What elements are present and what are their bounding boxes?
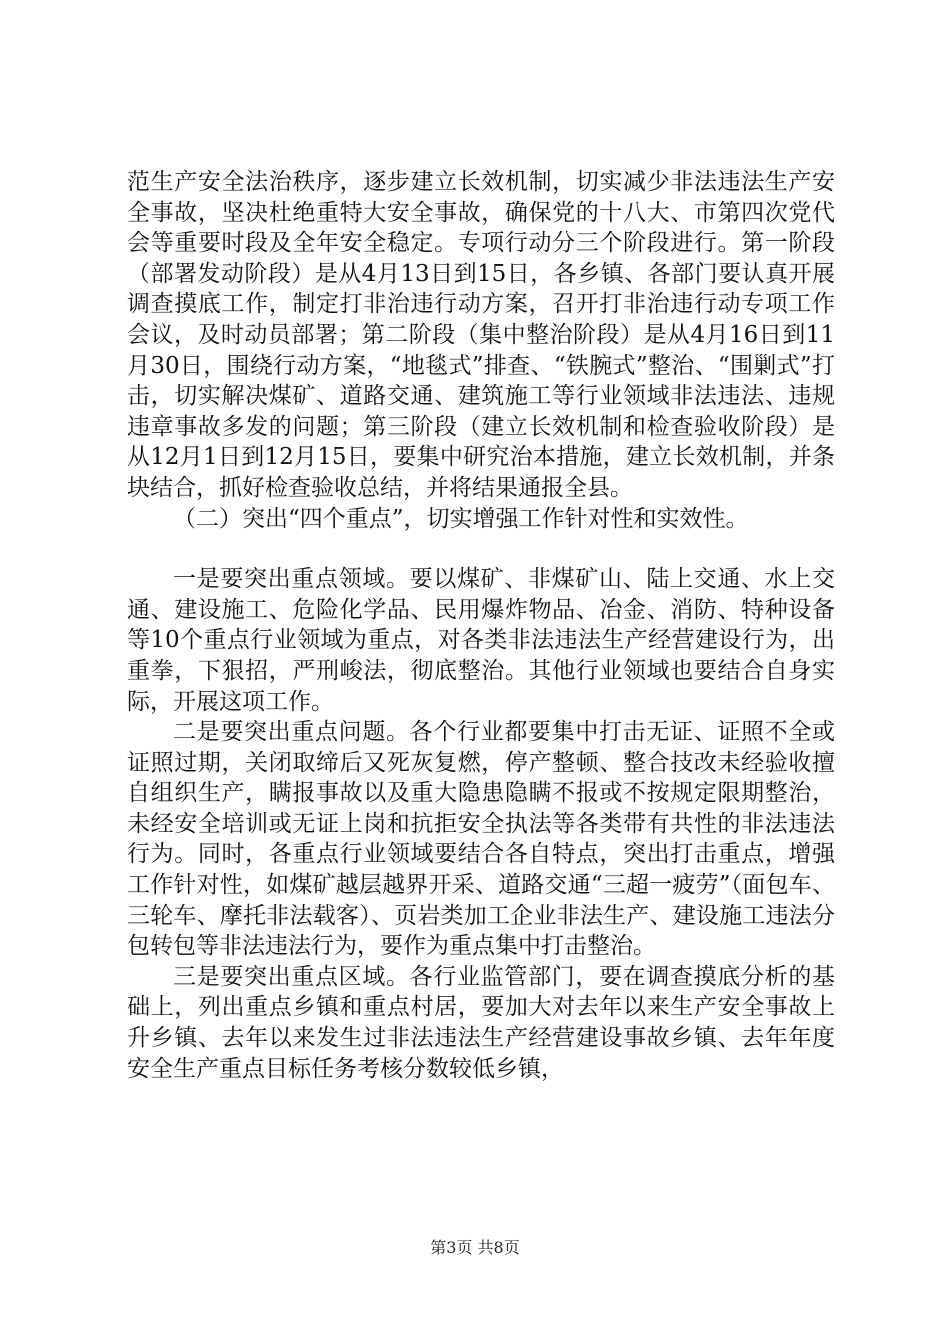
section-heading: （二）突出“四个重点”，切实增强工作针对性和实效性。	[173, 505, 749, 532]
paragraph-continuation: 范生产安全法治秩序，逐步建立长效机制，切实减少非法违法生产安全事故，坚决杜绝重特大安全事故，确保党的十八大、市第四次党代会等重要时段及全年安全稳定。专项行动分三个阶段进行。第一阶段（部署发动阶段）是从4月13日到15日，各乡镇、各部门要认真开展调查摸底工作，制定打非治违行动方案，召开打非治违行动专项工作会议，及时动员部署；第二阶段（集中整治阶段）是从4月16日到11月30日，围绕行动方案，“地毯式”排查、“铁腕式”整治、“围剿式”打击，切实解决煤矿、道路交通、建筑施工等行业领域非法违法、违规违章事故多发的问题；第三阶段（建立长效机制和检查验收阶段）是从12月1日到12月15日，要集中研究治本措施，建立长效机制，并条块结合，抓好检查验收总结，并将结果通报全县。	[127, 169, 835, 501]
paragraph-key-problems: 二是要突出重点问题。各个行业都要集中打击无证、证照不全或证照过期，关闭取缔后又死灰复燃，停产整顿、整合技改未经验收擅自组织生产，瞒报事故以及重大隐患隐瞒不报或不按规定限期整治，未经安全培训或无证上岗和抗拒安全执法等各类带有共性的非法违法行为。同时，各重点行业领域要结合各自特点，突出打击重点，增强工作针对性，如煤矿越层越界开采、道路交通“三超一疲劳”（面包车、三轮车、摩托非法载客）、页岩类加工企业非法生产、建设施工违法分包转包等非法违法行为，要作为重点集中打击整治。	[127, 719, 835, 960]
page-number-footer: 第3页 共8页	[430, 1238, 520, 1257]
document-body	[127, 167, 835, 1084]
paragraph-key-areas: 一是要突出重点领域。要以煤矿、非煤矿山、陆上交通、水上交通、建设施工、危险化学品、民用爆炸物品、冶金、消防、特种设备等10个重点行业领域为重点，对各类非法违法生产经营建设行为，出重拳，下狠招，严刑峻法，彻底整治。其他行业领域也要结合自身实际，开展这项工作。	[127, 566, 835, 715]
paragraph-key-regions: 三是要突出重点区域。各行业监管部门，要在调查摸底分析的基础上，列出重点乡镇和重点村居，要加大对去年以来生产安全事故上升乡镇、去年以来发生过非法违法生产经营建设事故乡镇、去年年度安全生产重点目标任务考核分数较低乡镇，	[127, 963, 835, 1082]
